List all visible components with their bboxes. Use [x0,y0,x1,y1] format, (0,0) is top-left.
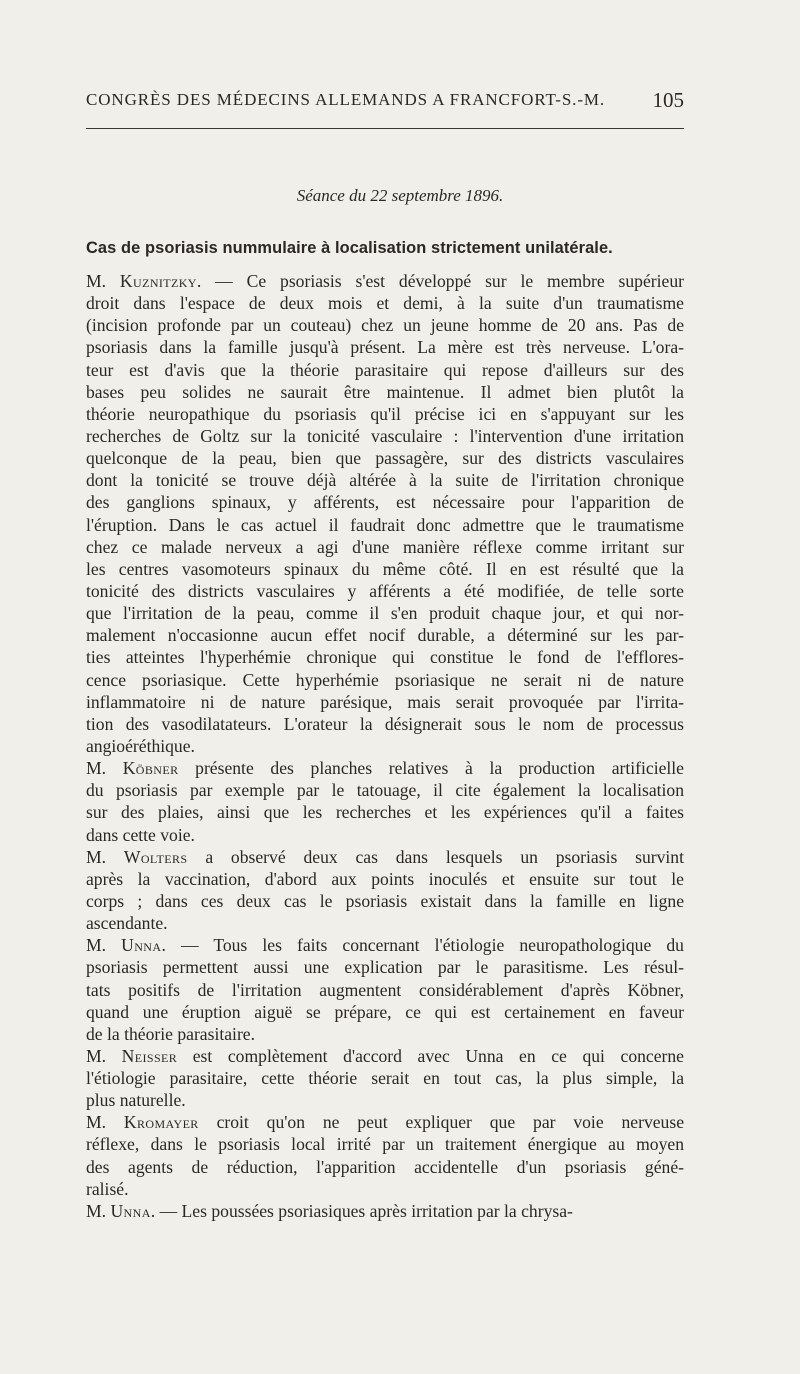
paragraph [86,846,684,935]
line-text: a observé deux cas dans lesquels un psoriasis survint [187,846,684,867]
text-line: tion des vasodilatateurs. L'orateur la désignerait sous le nom de processus [86,713,684,734]
text-line [86,1111,684,1133]
text-line: malement n'occasionne aucun effet nocif durable, a déterminé sur les par- [86,625,684,646]
text-line: quand une éruption aiguë se prépare, ce qui est certainement en faveur [86,1001,684,1022]
text-line: du psoriasis par exemple par le tatouage, il cite également la localisation [86,780,684,801]
text-line: l'éruption. Dans le cas actuel il faudrait donc admettre que le traumatisme [86,514,684,535]
running-head: CONGRÈS DES MÉDECINS ALLEMANDS A FRANCFORT-S.-M. [86,90,606,109]
speaker-prefix: M. [86,1112,124,1133]
speaker-prefix: M. [86,1045,122,1066]
text-line: (incision profonde par un couteau) chez un jeune homme de 20 ans. Pas de [86,315,684,336]
header-rule [86,128,684,129]
text-line: teur est d'avis que la théorie parasitaire qui repose d'ailleurs sur des [86,359,684,380]
text-line: que l'irritation de la peau, comme il s'en produit chaque jour, et qui nor- [86,603,684,624]
text-line: tats positifs de l'irritation augmentent considérablement d'après Köbner, [86,979,684,1000]
text-line: réflexe, dans le psoriasis local irrité par un traitement énergique au moyen [86,1134,684,1155]
article-body [86,270,684,1222]
paragraph [86,270,684,757]
line-text: . — Les poussées psoriasiques après irritation par la chrysa- [150,1200,573,1221]
text-line: dont la tonicité se trouve déjà altérée à la suite de l'irritation chronique [86,470,684,491]
text-line: chez ce malade nerveux a agi d'une manière réflexe comme irritant sur [86,536,684,557]
speaker-name: Neisser [121,1045,178,1066]
speaker-name: Wolters [123,846,188,867]
text-line: ties atteintes l'hyperhémie chronique qui constitue le fond de l'efflores- [86,647,684,668]
line-text: . — Ce psoriasis s'est développé sur le membre supérieur [196,271,684,291]
paragraph [86,1200,684,1222]
text-line: dans cette voie. [86,824,195,845]
text-line: des ganglions spinaux, y afférents, est nécessaire pour l'apparition de [86,492,684,513]
text-line: psoriasis permettent aussi une explication par le parasitisme. Les résul- [86,957,684,978]
text-line [86,934,684,956]
speaker-prefix: M. [86,758,123,779]
paragraph [86,934,684,1045]
speaker-prefix: M. [86,846,124,867]
text-line [86,270,684,292]
paragraph [86,1045,684,1111]
speaker-name: Kuznitzky [119,271,197,291]
text-line [86,1200,684,1222]
line-text: . — Tous les faits concernant l'étiologie neuropathologique du [161,935,684,956]
text-line [86,757,684,779]
page-header [86,88,684,118]
line-text: est complètement d'accord avec Unna en ce qui concerne [177,1045,684,1066]
text-line: des agents de réduction, l'apparition accidentelle d'un psoriasis géné- [86,1156,684,1177]
text-line: ascendante. [86,913,168,934]
text-line [86,1045,684,1067]
text-line: bases peu solides ne saurait être maintenue. Il admet bien plutôt la [86,381,684,402]
text-line: théorie neuropathique du psoriasis qu'il précise ici en s'appuyant sur les [86,403,684,424]
speaker-name: Kromayer [123,1112,199,1133]
text-line: après la vaccination, d'abord aux points inoculés et ensuite sur tout le [86,868,684,889]
line-text: présente des planches relatives à la production artificielle [178,758,684,779]
text-line: ralisé. [86,1178,129,1199]
paragraph [86,757,684,846]
speaker-prefix: M. [86,271,120,291]
speaker-name: Unna [121,935,162,956]
text-line: corps ; dans ces deux cas le psoriasis existait dans la famille en ligne [86,890,684,911]
paragraph [86,1111,684,1200]
text-line: sur des plaies, ainsi que les recherches et les expériences qu'il a faites [86,802,684,823]
page-number: 105 [652,88,684,112]
text-line: recherches de Goltz sur la tonicité vasculaire : l'intervention d'une irritation [86,425,684,446]
session-date: Séance du 22 septembre 1896. [296,186,504,205]
line-text: croit qu'on ne peut expliquer que par voie nerveuse [198,1112,684,1133]
speaker-name: Unna [110,1200,151,1221]
speaker-name: Köbner [122,758,179,779]
text-line: inflammatoire ni de nature parésique, mais serait provoquée par l'irrita- [86,691,684,712]
text-line: de la théorie parasitaire. [86,1023,256,1044]
speaker-prefix: M. [86,1200,111,1221]
text-line: tonicité des districts vasculaires y afférents a été modifiée, de telle sorte [86,580,684,601]
text-line: psoriasis dans la famille jusqu'à présent. La mère est très nerveuse. L'ora- [86,337,684,358]
text-line: angioéréthique. [86,735,195,756]
text-line: plus naturelle. [86,1090,186,1111]
text-line: droit dans l'espace de deux mois et demi, à la suite d'un traumatisme [86,293,684,314]
text-line [86,846,684,868]
text-line: quelconque de la peau, bien que passagère, sur des districts vasculaires [86,448,684,469]
speaker-prefix: M. [86,935,122,956]
article-title: Cas de psoriasis nummulaire à localisation strictement unilatérale. [86,239,613,257]
text-line: l'étiologie parasitaire, cette théorie serait en tout cas, la plus simple, la [86,1068,684,1089]
text-line: les centres vasomoteurs spinaux du même côté. Il en est résulté que la [86,558,684,579]
text-line: cence psoriasique. Cette hyperhémie psoriasique ne serait ni de nature [86,669,684,690]
